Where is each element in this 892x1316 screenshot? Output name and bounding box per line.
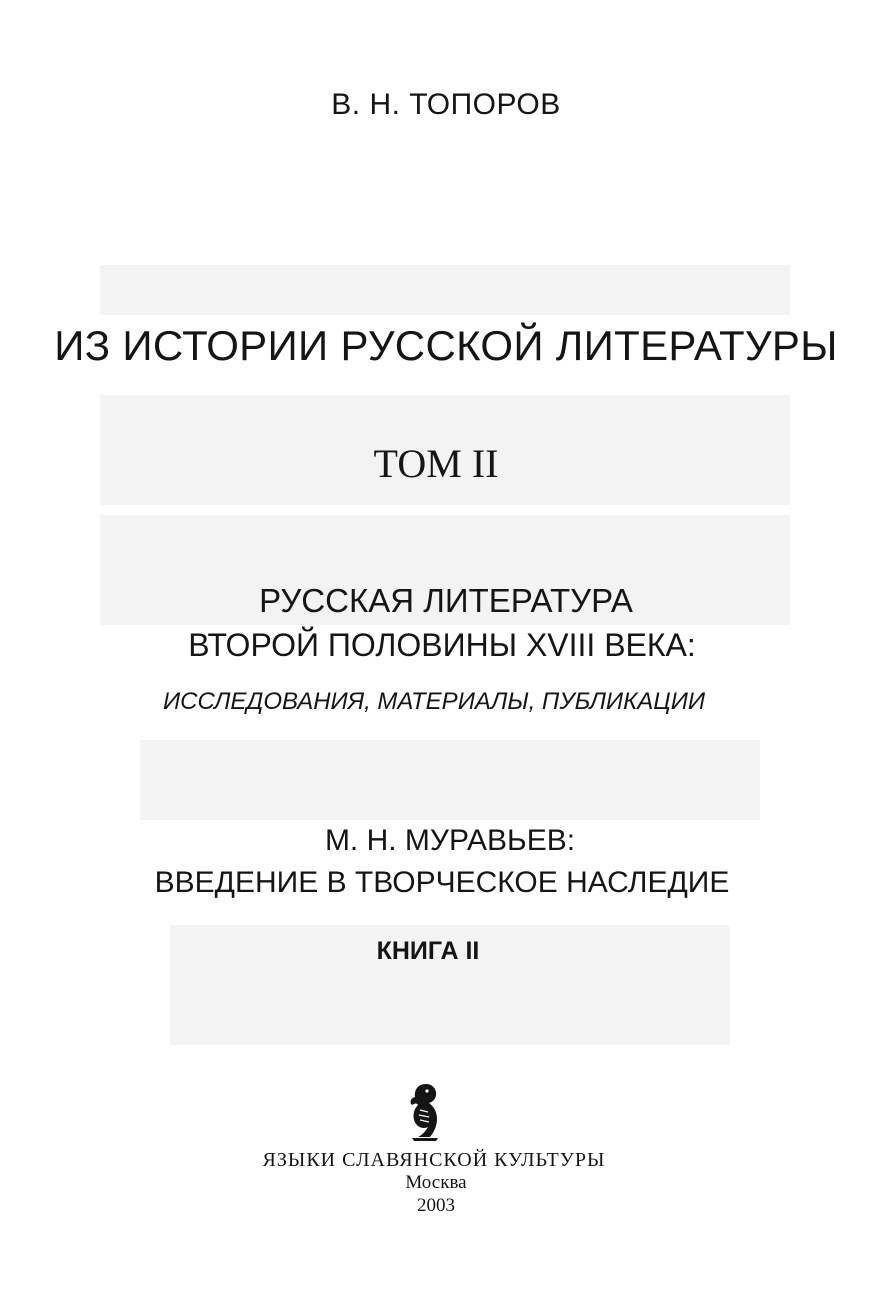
publication-city: Москва: [405, 1172, 467, 1193]
book-author: М. Н. МУРАВЬЕВ:: [324, 824, 576, 857]
publication-year: 2003: [417, 1195, 455, 1216]
subtitle-line-1: РУССКАЯ ЛИТЕРАТУРА: [259, 582, 633, 619]
griffin-logo-icon: [404, 1080, 444, 1142]
author-name: В. Н. ТОПОРОВ: [331, 88, 561, 121]
book-title: ВВЕДЕНИЕ В ТВОРЧЕСКОЕ НАСЛЕДИЕ: [154, 866, 730, 899]
book-number: КНИГА II: [376, 937, 480, 965]
subtitle-line-2: ВТОРОЙ ПОЛОВИНЫ XVIII ВЕКА:: [188, 627, 696, 663]
show-through-block: [100, 265, 790, 315]
series-title: ИЗ ИСТОРИИ РУССКОЙ ЛИТЕРАТУРЫ: [54, 322, 838, 369]
show-through-block: [140, 740, 760, 820]
subtitle-line-3: ИССЛЕДОВАНИЯ, МАТЕРИАЛЫ, ПУБЛИКАЦИИ: [162, 688, 706, 715]
publisher-name: ЯЗЫКИ СЛАВЯНСКОЙ КУЛЬТУРЫ: [262, 1149, 606, 1171]
volume-label: ТОМ II: [373, 441, 499, 486]
